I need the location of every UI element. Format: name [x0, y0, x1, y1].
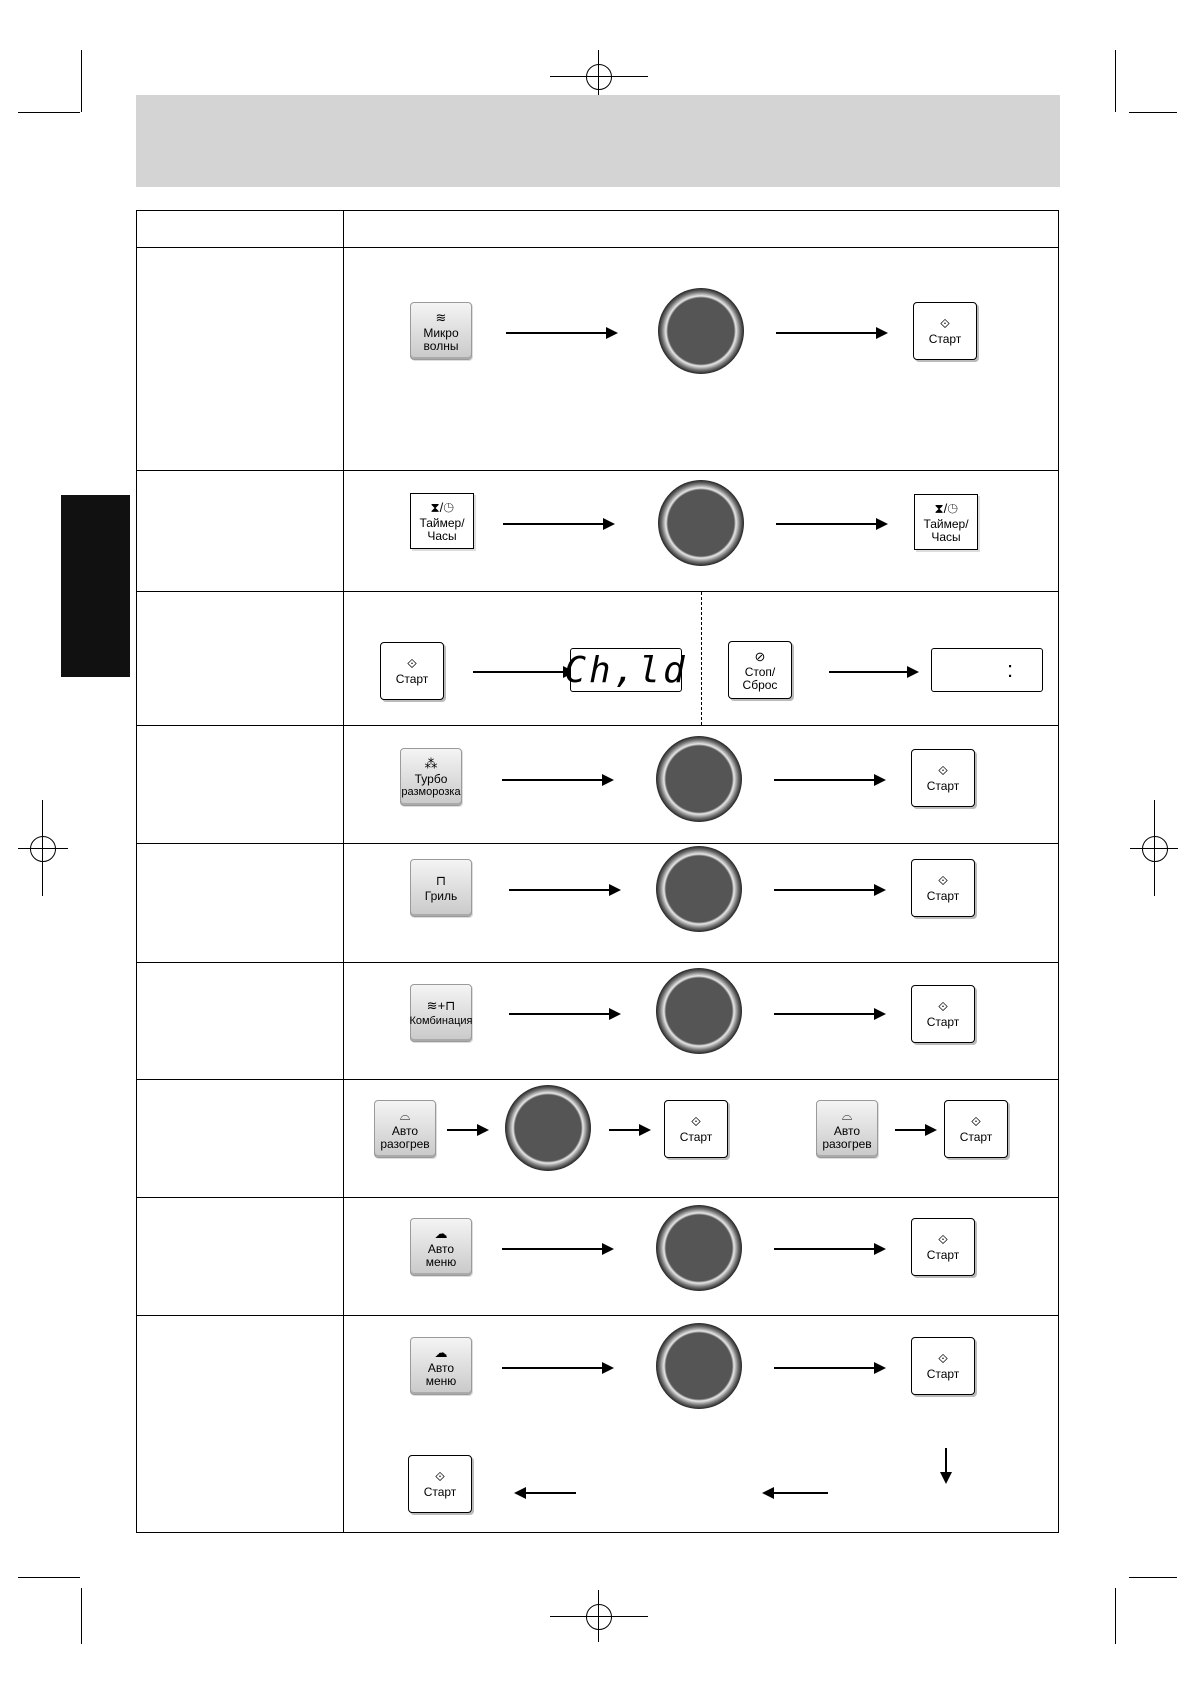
start-button[interactable] — [664, 1100, 728, 1158]
combination-label: Комбинация — [409, 1015, 473, 1027]
crop-mark — [18, 112, 80, 113]
start-label: Старт — [926, 779, 960, 793]
auto-reheat-label-1: Авто — [833, 1123, 861, 1138]
arrow-right-icon — [502, 1362, 614, 1374]
timer-clock-button[interactable] — [914, 494, 978, 550]
grill-label: Гриль — [424, 889, 458, 903]
dial-knob[interactable] — [656, 846, 742, 932]
start-icon: ⟐ — [434, 1469, 446, 1484]
arrow-left-icon — [762, 1487, 828, 1499]
dial-knob[interactable] — [658, 288, 744, 374]
timer-label-2: Часы — [427, 528, 457, 543]
microwave-label-2: волны — [423, 338, 459, 353]
auto-menu-button[interactable] — [410, 1218, 472, 1276]
arrow-right-icon — [776, 518, 888, 530]
auto-menu-button[interactable] — [410, 1337, 472, 1395]
dial-knob[interactable] — [656, 736, 742, 822]
row-divider — [137, 470, 1058, 471]
arrow-down-icon — [940, 1448, 952, 1484]
grill-icon: ⊓ — [435, 873, 447, 888]
dial-knob[interactable] — [656, 1205, 742, 1291]
arrow-right-icon — [502, 774, 614, 786]
child-lock-display — [564, 648, 688, 692]
start-label: Старт — [926, 1015, 960, 1029]
start-button[interactable] — [911, 859, 975, 917]
registration-mark-right — [1130, 800, 1178, 896]
column-divider — [343, 211, 344, 1532]
start-icon: ⟐ — [406, 656, 418, 671]
row-divider — [137, 1197, 1058, 1198]
stop-label-2: Сброс — [742, 677, 778, 692]
microwave-button[interactable] — [410, 302, 472, 360]
start-icon: ⟐ — [937, 763, 949, 778]
food-plate-icon: ☁ — [434, 1225, 448, 1241]
start-label: Старт — [679, 1130, 713, 1144]
start-button[interactable] — [911, 1337, 975, 1395]
start-button[interactable] — [408, 1455, 472, 1513]
arrow-right-icon — [774, 884, 886, 896]
start-icon: ⟐ — [690, 1114, 702, 1129]
stop-icon: ⊘ — [754, 648, 766, 664]
arrow-right-icon — [509, 884, 621, 896]
arrow-right-icon — [776, 327, 888, 339]
turbo-defrost-button[interactable] — [400, 748, 462, 806]
header-band — [136, 95, 1060, 187]
pot-icon: ⌓ — [399, 1107, 411, 1123]
auto-menu-label-2: меню — [425, 1373, 457, 1388]
start-label: Старт — [926, 1248, 960, 1262]
arrow-right-icon — [473, 666, 575, 678]
dial-knob[interactable] — [505, 1085, 591, 1171]
turbo-label-1: Турбо — [414, 771, 448, 786]
start-button[interactable] — [944, 1100, 1008, 1158]
timer-label-2: Часы — [931, 529, 961, 544]
arrow-right-icon — [774, 1008, 886, 1020]
arrow-right-icon — [774, 774, 886, 786]
child-lock-text: Ch,ld — [564, 649, 688, 691]
start-button[interactable] — [911, 1218, 975, 1276]
auto-reheat-button[interactable] — [374, 1100, 436, 1158]
arrow-right-icon — [895, 1124, 937, 1136]
crop-mark — [1129, 112, 1177, 113]
microwave-icon: ≋ — [435, 309, 447, 325]
row-divider — [137, 591, 1058, 592]
start-button[interactable] — [911, 985, 975, 1043]
arrow-right-icon — [509, 1008, 621, 1020]
start-button[interactable] — [913, 302, 977, 360]
arrow-right-icon — [503, 518, 615, 530]
row-divider — [137, 1079, 1058, 1080]
start-button[interactable] — [380, 642, 444, 700]
arrow-right-icon — [502, 1243, 614, 1255]
row-divider — [137, 962, 1058, 963]
timer-clock-button[interactable] — [410, 493, 474, 549]
auto-menu-label-1: Авто — [427, 1241, 455, 1256]
start-icon: ⟐ — [937, 999, 949, 1014]
microwave-label-1: Микро — [423, 325, 459, 340]
dial-knob[interactable] — [658, 480, 744, 566]
timer-label-1: Таймер/ — [419, 515, 465, 530]
auto-reheat-label-1: Авто — [391, 1123, 419, 1138]
crop-mark — [81, 50, 82, 112]
auto-reheat-label-2: разогрев — [822, 1136, 872, 1151]
food-plate-icon: ☁ — [434, 1344, 448, 1360]
crop-mark — [1115, 50, 1116, 112]
arrow-left-icon — [514, 1487, 576, 1499]
start-button[interactable] — [911, 749, 975, 807]
turbo-label-2: разморозка — [401, 785, 461, 798]
start-label: Старт — [926, 1367, 960, 1381]
start-label: Старт — [959, 1130, 993, 1144]
arrow-right-icon — [447, 1124, 489, 1136]
clock-colon: : — [1006, 657, 1014, 682]
row-divider — [137, 843, 1058, 844]
registration-mark-bottom — [550, 1590, 648, 1642]
crop-mark — [81, 1588, 82, 1644]
start-icon: ⟐ — [937, 873, 949, 888]
start-icon: ⟐ — [937, 1351, 949, 1366]
snowflake-drops-icon: ⁂ — [424, 755, 438, 771]
row-divider — [137, 725, 1058, 726]
pot-icon: ⌓ — [841, 1107, 853, 1123]
clock-display — [931, 648, 1043, 692]
auto-menu-label-2: меню — [425, 1254, 457, 1269]
start-label: Старт — [395, 672, 429, 686]
row-divider — [137, 247, 1058, 248]
dashed-divider — [701, 592, 702, 725]
dial-knob[interactable] — [656, 1323, 742, 1409]
combination-button[interactable] — [410, 984, 472, 1042]
auto-reheat-button[interactable] — [816, 1100, 878, 1158]
stop-reset-button[interactable] — [728, 641, 792, 699]
crop-mark — [1129, 1577, 1177, 1578]
timer-label-1: Таймер/ — [923, 516, 969, 531]
arrow-right-icon — [774, 1362, 886, 1374]
crop-mark — [18, 1577, 80, 1578]
microwave-grill-icon: ≋+⊓ — [426, 998, 456, 1013]
start-icon: ⟐ — [939, 316, 951, 331]
auto-reheat-label-2: разогрев — [380, 1136, 430, 1151]
arrow-right-icon — [774, 1243, 886, 1255]
arrow-right-icon — [609, 1124, 651, 1136]
arrow-right-icon — [506, 327, 618, 339]
arrow-right-icon — [829, 666, 919, 678]
grill-button[interactable] — [410, 859, 472, 917]
stop-label-1: Стоп/ — [744, 664, 776, 679]
side-tab — [61, 495, 130, 677]
start-label: Старт — [423, 1485, 457, 1499]
dial-knob[interactable] — [656, 968, 742, 1054]
start-label: Старт — [926, 889, 960, 903]
hourglass-clock-icon: ⧗/◷ — [934, 500, 958, 516]
start-icon: ⟐ — [937, 1232, 949, 1247]
auto-menu-label-1: Авто — [427, 1360, 455, 1375]
crop-mark — [1115, 1588, 1116, 1644]
hourglass-clock-icon: ⧗/◷ — [430, 499, 454, 515]
start-icon: ⟐ — [970, 1114, 982, 1129]
registration-mark-left — [18, 800, 68, 896]
row-divider — [137, 1315, 1058, 1316]
start-label: Старт — [928, 332, 962, 346]
